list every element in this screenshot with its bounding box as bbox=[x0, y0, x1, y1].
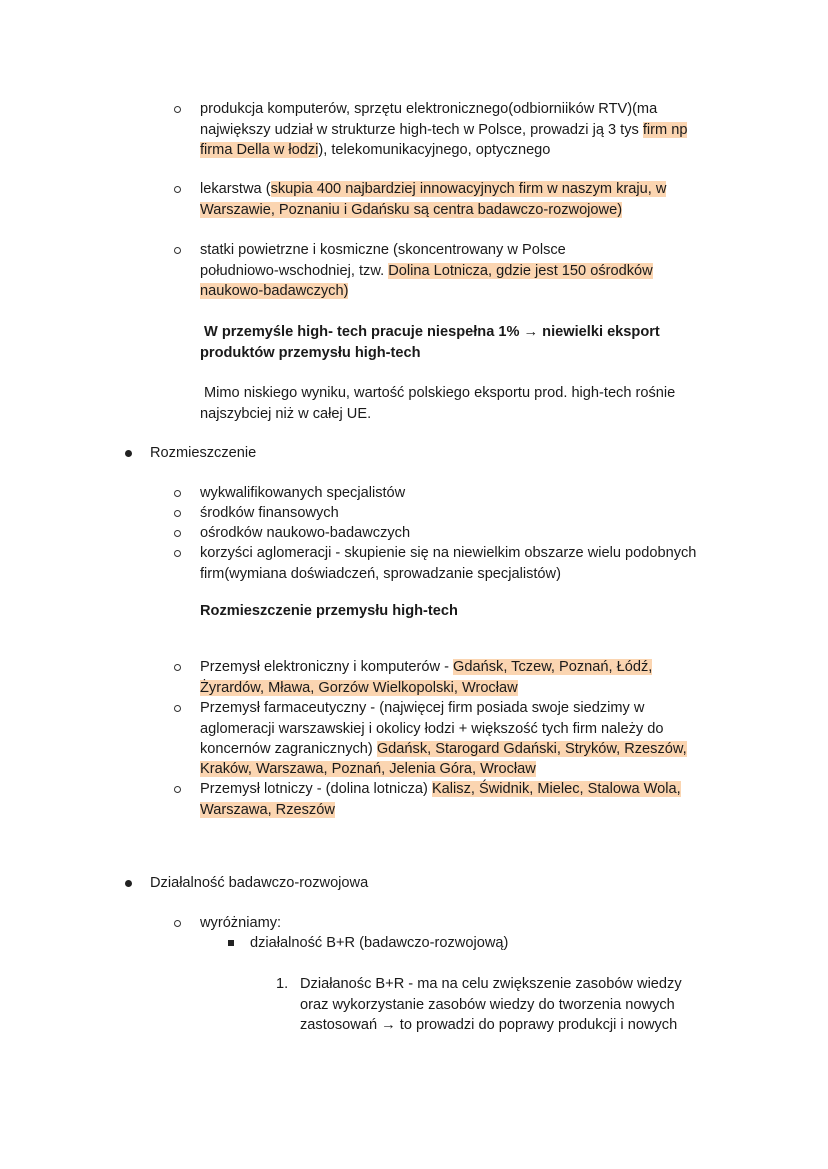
item-aircraft-line1: statki powietrzne i kosmiczne (skoncentrowany w Polsce bbox=[200, 242, 566, 258]
hollow-bullet-icon bbox=[174, 106, 181, 113]
aero-line2 bbox=[200, 800, 335, 820]
pharma-line2: aglomeracji warszawskiej i okolicy łodzi + większość tych firm należy do bbox=[200, 721, 664, 737]
highlight: Żyrardów, Mława, Gorzów Wielkopolski, Wrocław bbox=[200, 680, 518, 696]
item-medicine-line1 bbox=[200, 179, 666, 199]
list-item-continued: firm(wymiana doświadczeń, sprowadzanie specjalistów) bbox=[200, 566, 561, 582]
hollow-bullet-icon bbox=[174, 490, 181, 497]
highlight: naukowo-badawczych) bbox=[200, 283, 349, 299]
list-item: korzyści aglomeracji - skupienie się na niewielkim obszarze wielu podobnych bbox=[200, 545, 697, 561]
square-bullet-icon bbox=[228, 940, 234, 946]
filled-bullet-icon bbox=[125, 880, 132, 887]
note-line1: Mimo niskiego wyniku, wartość polskiego eksportu prod. high-tech rośnie bbox=[204, 385, 676, 401]
pharma-line1: Przemysł farmaceutyczny - (najwięcej firm posiada swoje siedzimy w bbox=[200, 700, 645, 716]
section-title-research: Działalność badawczo-rozwojowa bbox=[150, 875, 369, 891]
numbered-line1: Działanośc B+R - ma na celu zwiększenie zasobów wiedzy bbox=[300, 976, 682, 992]
text: Przemysł lotniczy - (dolina lotnicza) bbox=[200, 781, 432, 797]
pharma-line4 bbox=[200, 759, 536, 779]
hollow-bullet-icon bbox=[174, 786, 181, 793]
highlight: Gdańsk, Starogard Gdański, Stryków, Rzeszów, bbox=[376, 741, 687, 757]
highlight: Warszawa, Rzeszów bbox=[200, 802, 335, 818]
item-medicine-line2 bbox=[200, 200, 622, 220]
subheading-high-tech-distribution: Rozmieszczenie przemysłu high-tech bbox=[200, 603, 458, 619]
highlight: Kraków, Warszawa, Poznań, Jelenia Góra, Wrocław bbox=[200, 761, 536, 777]
highlight: Gdańsk, Tczew, Poznań, Łódź, bbox=[453, 659, 653, 675]
list-item: wykwalifikowanych specjalistów bbox=[200, 485, 406, 501]
highlight: firm np bbox=[642, 122, 688, 138]
square-item-br: działalność B+R (badawczo-rozwojową) bbox=[250, 935, 509, 951]
aero-line1 bbox=[200, 779, 681, 799]
hollow-bullet-icon bbox=[174, 530, 181, 537]
item-computers-line3 bbox=[200, 140, 550, 160]
highlight: Kalisz, Świdnik, Mielec, Stalowa Wola, bbox=[431, 781, 681, 797]
bold-note-line2: produktów przemysłu high-tech bbox=[200, 345, 421, 361]
highlight: firma Della w łodzi bbox=[200, 142, 319, 158]
text: ), telekomunikacyjnego, optycznego bbox=[318, 142, 551, 158]
list-item: ośrodków naukowo-badawczych bbox=[200, 525, 411, 541]
hollow-bullet-icon bbox=[174, 186, 181, 193]
item-computers-line2 bbox=[200, 120, 687, 140]
list-item: środków finansowych bbox=[200, 505, 339, 521]
highlight: Dolina Lotnicza, gdzie jest 150 ośrodków bbox=[388, 263, 653, 279]
note-line2: najszybciej niż w całej UE. bbox=[200, 406, 372, 422]
text: koncernów zagranicznych) bbox=[200, 741, 377, 757]
highlight: Warszawie, Poznaniu i Gdańsku są centra badawczo-rozwojowe) bbox=[200, 202, 623, 218]
highlight: skupia 400 najbardziej innowacyjnych firm w naszym kraju, w bbox=[270, 181, 667, 197]
hollow-bullet-icon bbox=[174, 247, 181, 254]
hollow-bullet-icon bbox=[174, 664, 181, 671]
text: południowo-wschodniej, tzw. bbox=[200, 263, 389, 279]
section-title-distribution: Rozmieszczenie bbox=[150, 445, 257, 461]
hollow-bullet-icon bbox=[174, 550, 181, 557]
filled-bullet-icon bbox=[125, 450, 132, 457]
numbered-line3: zastosowań → to prowadzi do poprawy produkcji i nowych bbox=[300, 1017, 678, 1033]
text: największy udział w strukturze high-tech w Polsce, prowadzi ją 3 tys bbox=[200, 122, 643, 138]
sub-item-distinguish: wyróżniamy: bbox=[200, 915, 282, 931]
hollow-bullet-icon bbox=[174, 920, 181, 927]
numbered-marker: 1. bbox=[276, 976, 289, 992]
hollow-bullet-icon bbox=[174, 510, 181, 517]
electronics-line1 bbox=[200, 657, 652, 677]
pharma-line3 bbox=[200, 739, 687, 759]
hollow-bullet-icon bbox=[174, 705, 181, 712]
electronics-line2 bbox=[200, 678, 518, 698]
numbered-line2: oraz wykorzystanie zasobów wiedzy do tworzenia nowych bbox=[300, 997, 675, 1013]
item-aircraft-line2 bbox=[200, 261, 653, 281]
text: Przemysł elektroniczny i komputerów - bbox=[200, 659, 454, 675]
item-computers-line1: produkcja komputerów, sprzętu elektronicznego(odbiorniików RTV)(ma bbox=[200, 101, 658, 117]
bold-note-line1: W przemyśle high- tech pracuje niespełna 1% → niewielki eksport bbox=[204, 324, 660, 340]
item-aircraft-line3 bbox=[200, 281, 348, 301]
text: lekarstwa ( bbox=[200, 181, 271, 197]
